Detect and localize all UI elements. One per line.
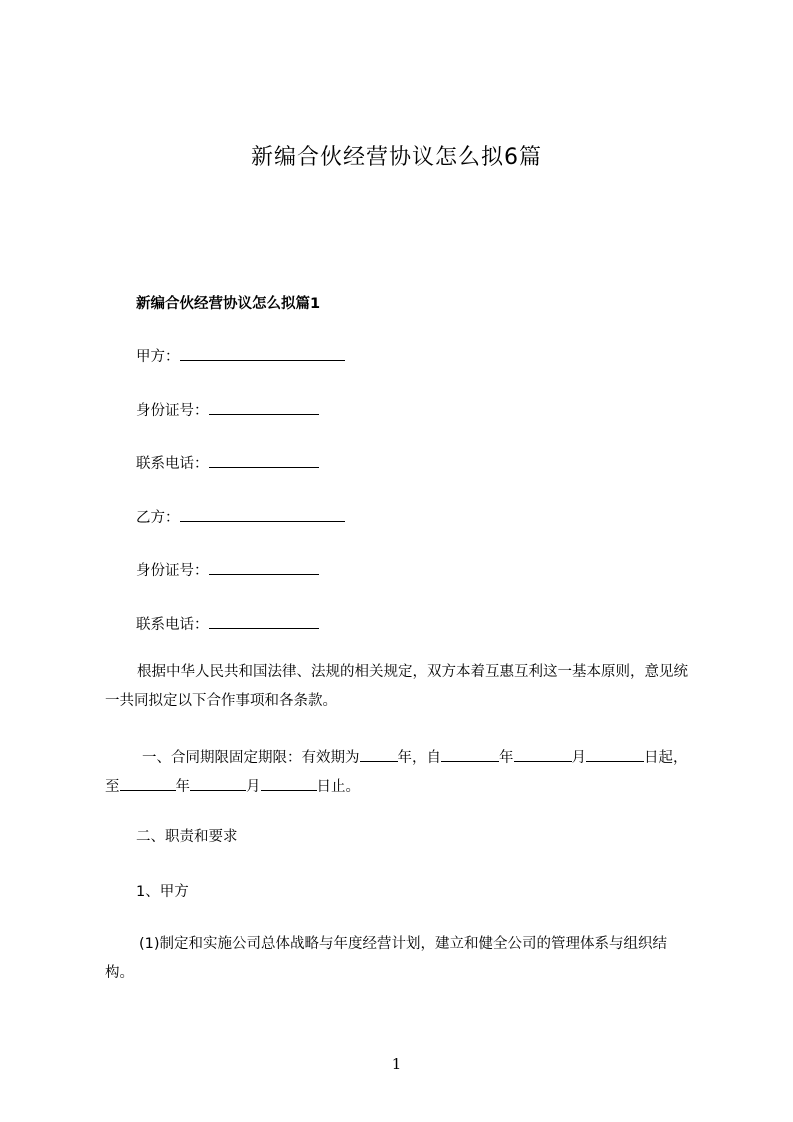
party-a-label: 甲方： [136, 349, 180, 365]
party-a-phone-row [136, 452, 319, 473]
start-month-unit: 月 [571, 750, 586, 766]
term-to: 至 [105, 779, 120, 795]
party-b-phone-row [136, 613, 319, 634]
intro-paragraph: 根据中华人民共和国法律、法规的相关规定，双方本着互惠互利这一基本原则，意见统一共同拟定以下合作事项和各条款。 [105, 664, 688, 709]
term-prefix: 一、合同期限固定期限：有效期为 [142, 750, 360, 766]
start-month-blank [514, 747, 572, 762]
end-month-blank [190, 776, 246, 791]
term-year-unit: 年，自 [397, 750, 441, 766]
sub-heading-party-a: 1、甲方 [136, 884, 189, 900]
party-b-id-row [136, 559, 319, 580]
party-b-row [136, 506, 345, 527]
end-day-blank [261, 776, 317, 791]
section-heading: 新编合伙经营协议怎么拟篇1 [136, 296, 321, 312]
page-number: 1 [391, 1055, 402, 1073]
end-year-blank [120, 776, 176, 791]
party-b-phone-blank [209, 614, 319, 629]
party-a-id-blank [209, 400, 319, 415]
term-line-1 [142, 746, 688, 767]
party-a-blank [180, 346, 345, 361]
party-b-label: 乙方： [136, 510, 180, 526]
item-1-paragraph: (1)制定和实施公司总体战略与年度经营计划，建立和健全公司的管理体系与组织结构。 [105, 936, 668, 981]
start-year-blank [441, 747, 499, 762]
party-a-phone-label: 联系电话： [136, 456, 209, 472]
end-suffix: 日止。 [316, 779, 360, 795]
party-a-id-label: 身份证号： [136, 403, 209, 419]
end-month-unit: 月 [246, 779, 261, 795]
party-b-blank [180, 507, 345, 522]
party-b-id-blank [209, 560, 319, 575]
party-b-id-label: 身份证号： [136, 563, 209, 579]
party-a-id-row [136, 399, 319, 420]
party-a-row [136, 345, 345, 366]
party-a-phone-blank [209, 453, 319, 468]
page-title: 新编合伙经营协议怎么拟6篇 [251, 145, 542, 170]
start-year-unit: 年 [499, 750, 514, 766]
end-year-unit: 年 [175, 779, 190, 795]
term-line-2 [105, 775, 360, 796]
party-b-phone-label: 联系电话： [136, 617, 209, 633]
start-suffix: 日起， [644, 750, 688, 766]
start-day-blank [586, 747, 644, 762]
section-2-heading: 二、职责和要求 [136, 829, 238, 845]
term-years-blank [360, 747, 398, 762]
